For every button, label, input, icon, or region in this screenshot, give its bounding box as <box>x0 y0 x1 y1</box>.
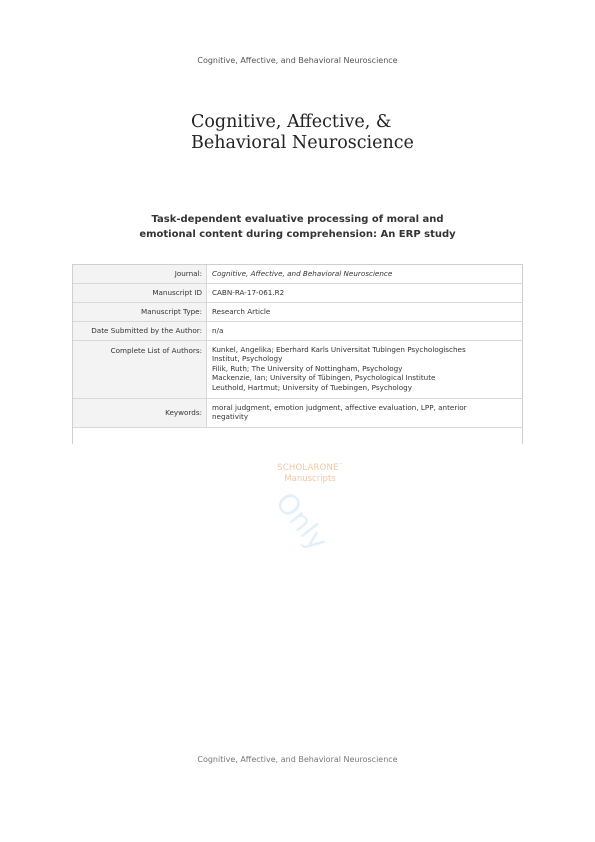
paper-title-line1: Task-dependent evaluative processing of moral and <box>151 214 444 225</box>
manuscript-id-value: CABN-RA-17-061.R2 <box>207 284 522 302</box>
keywords-line2: negativity <box>212 412 249 422</box>
keywords-label: Keywords: <box>73 399 207 427</box>
table-row-manuscript-type <box>73 303 522 322</box>
authors-value <box>207 341 522 398</box>
table-row-manuscript-id <box>73 284 522 303</box>
authors-label: Complete List of Authors: <box>73 341 207 398</box>
journal-logo-line2: Behavioral Neuroscience <box>191 133 414 153</box>
journal-label: Journal: <box>73 265 207 283</box>
table-row-keywords <box>73 399 522 428</box>
keywords-line1: moral judgment, emotion judgment, affective evaluation, LPP, anterior <box>212 403 467 412</box>
trademark-symbol: ™ <box>338 462 343 467</box>
keywords-value <box>207 399 522 427</box>
manuscript-type-label: Manuscript Type: <box>73 303 207 321</box>
author-line: Kunkel, Angelika; Eberhard Karls Universitat Tubingen Psychologisches <box>212 345 466 354</box>
author-line: Mackenzie, Ian; University of Tübingen, Psychological Institute <box>212 373 436 383</box>
manuscript-id-label: Manuscript ID <box>73 284 207 302</box>
author-line: Institut, Psychology <box>212 354 283 364</box>
author-line: Leuthold, Hartmut; University of Tuebingen, Psychology <box>212 382 412 392</box>
for-review-watermark: Only <box>268 486 335 557</box>
table-row-authors <box>73 341 522 399</box>
running-header: Cognitive, Affective, and Behavioral Neuroscience <box>197 56 398 65</box>
journal-logo <box>191 112 414 154</box>
manuscript-metadata-table <box>72 264 523 444</box>
table-empty-row <box>73 428 522 448</box>
journal-value: Cognitive, Affective, and Behavioral Neuroscience <box>207 265 522 283</box>
paper-title-line2: emotional content during comprehension: An ERP study <box>139 229 456 240</box>
manuscript-type-value: Research Article <box>207 303 522 321</box>
date-submitted-value: n/a <box>207 322 522 340</box>
journal-logo-line1: Cognitive, Affective, & <box>191 112 392 132</box>
table-row-date-submitted <box>73 322 522 341</box>
table-row-journal <box>73 265 522 284</box>
paper-title <box>0 212 595 242</box>
author-line: Filik, Ruth; The University of Nottingham, Psychology <box>212 363 403 373</box>
running-footer: Cognitive, Affective, and Behavioral Neuroscience <box>197 755 398 764</box>
scholarone-wordmark: SCHOLARONE <box>277 462 339 473</box>
scholarone-logo-line2: Manuscripts <box>284 473 336 484</box>
date-submitted-label: Date Submitted by the Author: <box>73 322 207 340</box>
scholarone-logo-line1 <box>265 462 355 473</box>
scholarone-logo <box>265 462 355 484</box>
